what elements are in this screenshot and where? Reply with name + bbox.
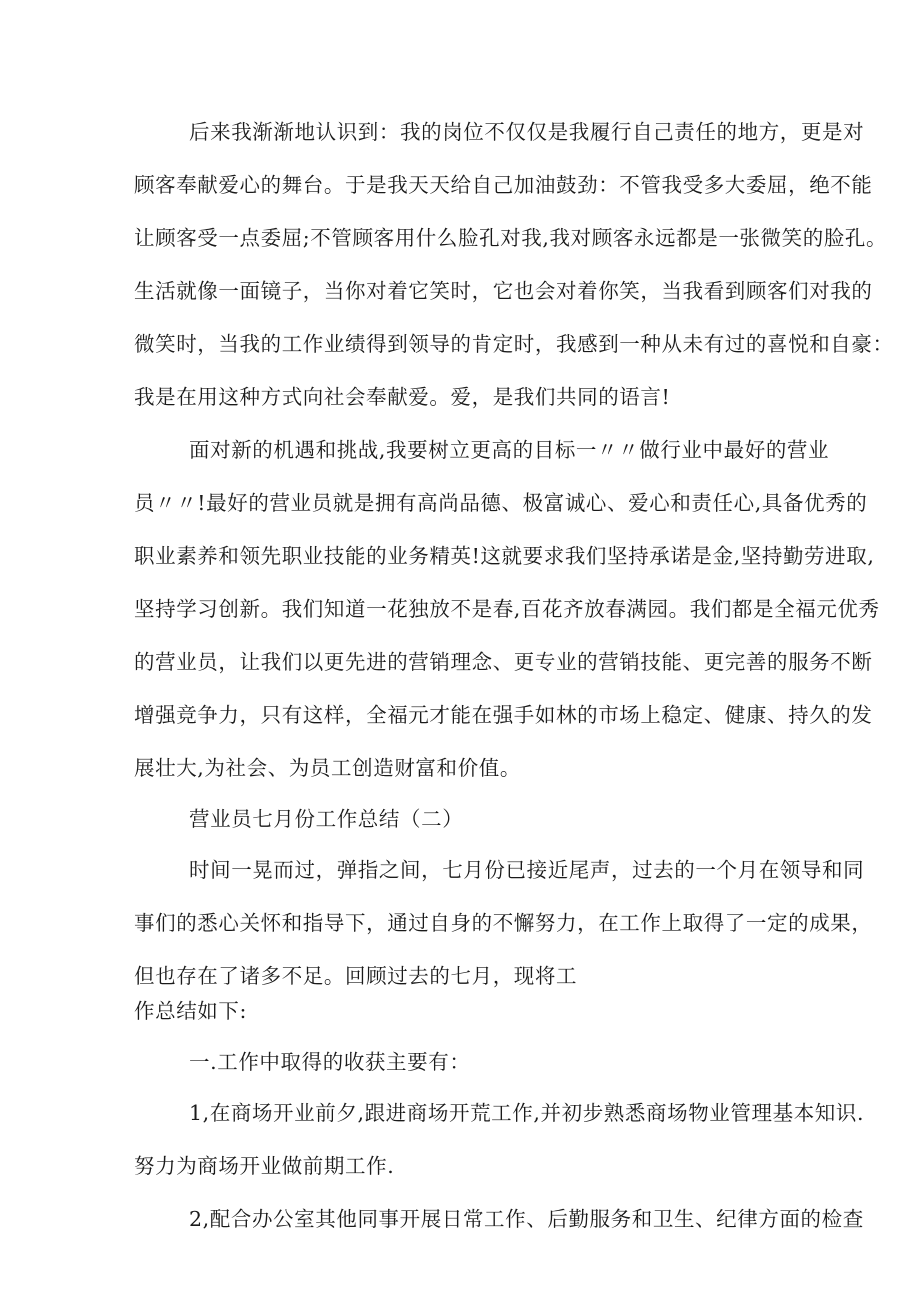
section-heading: 营业员七月份工作总结（二） [189, 807, 464, 831]
text-line: 但也存在了诸多不足。回顾过去的七月，现将工 [134, 964, 578, 988]
text-line: 生活就像一面镜子，当你对着它笑时，它也会对着你笑，当我看到顾客们对我的 [134, 279, 873, 303]
text-line: 顾客奉献爱心的舞台。于是我天天给自己加油鼓劲：不管我受多大委屈，绝不能 [134, 173, 873, 197]
text-line: 员〃〃!最好的营业员就是拥有高尚品德、极富诚心、爱心和责任心,具备优秀的 [134, 491, 868, 515]
text-line: 事们的悉心关怀和指导下，通过自身的不懈努力，在工作上取得了一定的成果， [134, 911, 873, 935]
text-line: 后来我渐渐地认识到：我的岗位不仅仅是我履行自己责任的地方，更是对 [189, 120, 865, 144]
text-line: 我是在用这种方式向社会奉献爱。爱，是我们共同的语言! [134, 385, 671, 409]
list-item: 2,配合办公室其他同事开展日常工作、后勤服务和卫生、纪律方面的检查 [189, 1207, 864, 1231]
text-line: 作总结如下: [134, 999, 248, 1023]
text-line: 微笑时，当我的工作业绩得到领导的肯定时，我感到一种从未有过的喜悦和自豪： [134, 332, 894, 356]
text-line: 面对新的机遇和挑战,我要树立更高的目标一〃〃做行业中最好的营业 [189, 438, 830, 462]
text-line: 增强竞争力，只有这样，全福元才能在强手如林的市场上稳定、健康、持久的发 [134, 703, 873, 727]
text-line: 努力为商场开业做前期工作. [134, 1154, 395, 1178]
text-line: 职业素养和领先职业技能的业务精英!这就要求我们坚持承诺是金,坚持勤劳进取, [134, 544, 875, 568]
text-line: 的营业员，让我们以更先进的营销理念、更专业的营销技能、更完善的服务不断 [134, 650, 873, 674]
text-line: 时间一晃而过，弹指之间，七月份已接近尾声，过去的一个月在领导和同 [189, 858, 865, 882]
text-line: 展壮大,为社会、为员工创造财富和价值。 [134, 756, 521, 780]
text-line: 让顾客受一点委屈;不管顾客用什么脸孔对我,我对顾客永远都是一张微笑的脸孔。 [134, 226, 888, 250]
list-heading: 一.工作中取得的收获主要有： [189, 1050, 471, 1074]
list-item: 1,在商场开业前夕,跟进商场开荒工作,并初步熟悉商场物业管理基本知识. [189, 1101, 865, 1125]
text-line: 坚持学习创新。我们知道一花独放不是春,百花齐放春满园。我们都是全福元优秀 [134, 597, 880, 621]
